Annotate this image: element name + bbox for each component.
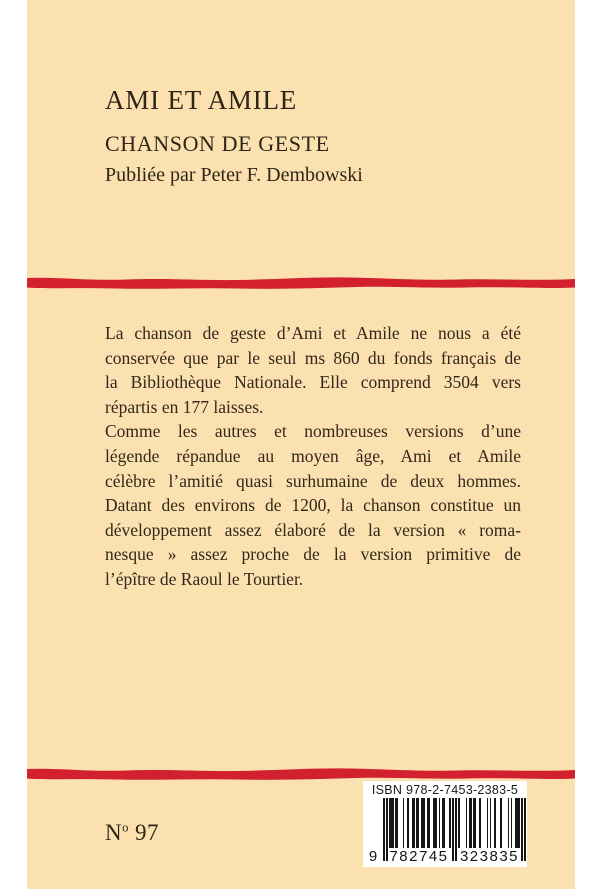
barcode-panel (363, 781, 527, 867)
series-ordinal: o (122, 820, 129, 835)
barcode-digits-group2: 323835 (459, 848, 520, 865)
isbn-label: ISBN 978-2-7453-2383-5 (371, 783, 519, 797)
barcode-bar (524, 798, 526, 861)
red-brush-stripe-bottom (27, 763, 575, 783)
blurb-paragraph (105, 321, 521, 419)
blurb-line: conservée que par le seul ms 860 du fonds français de (105, 347, 521, 368)
blurb-line: Comme les autres et nombreuses versions d’une (105, 421, 521, 442)
book-subtitle: CHANSON DE GESTE (105, 130, 330, 156)
blurb-line: l’épître de Raoul le Tourtier. (105, 568, 304, 589)
red-brush-stripe-top (27, 272, 575, 292)
blurb-line: développement assez élaboré de la version « roma- (105, 519, 521, 540)
series-number (105, 820, 159, 846)
blurb-line: La chanson de geste d’Ami et Amile ne nous a été (105, 323, 521, 343)
blurb-paragraph (105, 419, 521, 591)
book-title: AMI ET AMILE (105, 85, 298, 115)
barcode-digits-group1: 782745 (389, 848, 449, 865)
barcode-digit-lead: 9 (368, 848, 378, 865)
series-prefix: N (105, 820, 123, 845)
blurb (105, 321, 521, 592)
series-value: 97 (134, 820, 159, 845)
blurb-line: répartis en 177 laisses. (105, 396, 264, 417)
book-back-cover (27, 0, 575, 889)
blurb-line: nesque » assez proche de la version primitive de (105, 544, 521, 565)
cover-header (105, 86, 363, 187)
blurb-line: la Bibliothèque Nationale. Elle comprend 3504 vers (105, 372, 521, 393)
blurb-line: légende répandue au moyen âge, Ami et Amile (105, 445, 521, 466)
barcode (368, 798, 526, 865)
blurb-line: célèbre l’amitié quasi surhumaine de deux hommes. (105, 470, 521, 491)
blurb-line: Datant des environs de 1200, la chanson constitue un (105, 495, 521, 516)
book-byline: Publiée par Peter F. Dembowski (105, 163, 363, 186)
